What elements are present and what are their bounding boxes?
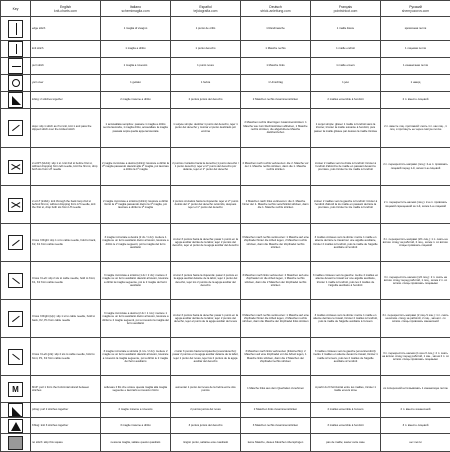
table-cell: 1 изнаночная петля bbox=[381, 58, 450, 75]
column-site: pointstricot.com bbox=[312, 9, 379, 13]
table-cell: 2 Maschen rechts zusammenstricken bbox=[241, 92, 311, 109]
table-cell: 3 п. перекрестить налево (1/2 лиц.): 2 п. снять на вспом. спицу перед работой, 1 лиц., затем 2 п. со вспом. спицы провязать лицевыми bbox=[381, 262, 450, 300]
key-cell bbox=[1, 224, 31, 262]
column-language: Русский bbox=[382, 5, 449, 9]
key-cell bbox=[1, 186, 31, 224]
table-row bbox=[1, 109, 450, 148]
table-cell: 1 maille lisière bbox=[311, 17, 381, 41]
table-cell: 2-st LT (k1/k1): knit through the back loop 2nd st behind first st, without dropping from LH needle, knit the first st, drop both sts from LH needle bbox=[31, 186, 101, 224]
key-cell bbox=[1, 262, 31, 300]
table-cell: 3 mailles croisées vers la droite: mettre 1 maille en attente derrière le travail, tricoter 2 mailles à l'endroit, puis la maille de l'aiguille auxiliaire à l'envers bbox=[311, 300, 381, 338]
table-cell: нет петли bbox=[381, 434, 450, 452]
table-cell: skpo: slip 1 stitch as if to knit, knit 1 and pass the slipped stitch over the knitted stitch bbox=[31, 109, 101, 148]
table-cell: 1 punto de orillo bbox=[171, 17, 241, 41]
table-cell: 2 maglie incrociate a sinistra (k1/k1): lavorare a diritto ritorto la 2ª maglia passando dietro la 1ª maglia, poi lavorare a diritto la 1ª maglia bbox=[101, 186, 171, 224]
table-row bbox=[1, 403, 450, 418]
column-language: Français bbox=[312, 5, 379, 9]
table-cell: cruzar 3 puntos hacia la derecha: pasar 1 punto en la aguja auxiliar detrás de la labor, tejer 2 puntos del derecho, tejer el punto de la aguja auxiliar del revés bbox=[171, 300, 241, 338]
table-cell: cruzar 3 puntos hacia la izquierda (revés/derecho): pasar 2 puntos en la aguja auxiliar delante de la labor, tejer 1 punto del revés, tejer los 2 puntos de la aguja auxiliar del derecho bbox=[171, 338, 241, 376]
table-cell: 3 Maschen rechts zusammenstricken bbox=[241, 418, 311, 434]
table-cell: 3 п. перекрестить направо (2/1 лиц.): 1 п. снять на вспом. спицу за работой, 2 лиц., затем п. со вспом. спицы провязать лицевой bbox=[381, 224, 450, 262]
column-language: English bbox=[32, 5, 99, 9]
table-cell: Cross 3 Left (p/k): slip 2 sts to cable needle, hold to front, P1, K2 from cable needle bbox=[31, 338, 101, 376]
table-cell: 3 Maschen nach links verkreuzen (links/rechts): 2 Maschen auf eine Zopfnadel vor die Arbeit legen, 1 Masche links stricken, dann die 2 Maschen der Zopfnadel rechts stricken bbox=[241, 338, 311, 376]
table-cell: 3 mailles croisées vers la gauche (envers/endroit): mettre 2 mailles en attente devant le travail, tricoter 1 maille à l'envers, puis les 2 mailles de l'aiguille auxiliaire à l'endroit bbox=[311, 338, 381, 376]
table-cell: 1 maglia a diritto bbox=[101, 41, 171, 58]
table-cell: 1 maille endroit bbox=[311, 41, 381, 58]
column-site: schemimaglia.com bbox=[102, 9, 169, 13]
purl-stitch-icon bbox=[8, 58, 23, 74]
table-cell: Cross 3 Left: slip 2 sts to cable needle, hold to front, K1, K2 from cable needle bbox=[31, 262, 101, 300]
table-cell: M1P: purl 1 from the horizontal strand between stitches bbox=[31, 376, 101, 403]
table-cell: yarn over bbox=[31, 75, 101, 92]
table-cell: 1 gettato bbox=[101, 75, 171, 92]
skpo-icon bbox=[8, 120, 23, 136]
table-cell: 3 п. перекрестить налево (1 изн./2 лиц.): 2 п. снять на вспом. спицу перед работой, 1 изн., затем 2 п. со вспом. спицы провязать лицевыми bbox=[381, 338, 450, 376]
table-cell: 1 punto derecho bbox=[171, 41, 241, 58]
table-cell: 1 Randmasche bbox=[241, 17, 311, 41]
table-row bbox=[1, 434, 450, 452]
key-cell bbox=[1, 75, 31, 92]
table-cell: cruzar 3 puntos hacia la derecha: pasar 1 punto en la aguja auxiliar detrás de la labor, tejer 2 puntos del derecho, tejer el punto de la aguja auxiliar del derecho bbox=[171, 224, 241, 262]
table-cell: no stitch: skip this square bbox=[31, 434, 101, 452]
key-cell bbox=[1, 434, 31, 452]
table-cell: Cross 3 Right (k/p): slip 1 st to cable needle, hold to back, K2, P1 from cable needle bbox=[31, 300, 101, 338]
table-cell: 2 п. вместе лицевой bbox=[381, 92, 450, 109]
table-cell: 2 puntos cruzados hacia la izquierda: tejer el 2° punto detrás del 1° punto del derecho retorcido, después tejer el 1° punto del derecho bbox=[171, 186, 241, 224]
header-row bbox=[1, 1, 450, 17]
knit-stitch-icon bbox=[8, 41, 23, 57]
table-cell: кромочная петля bbox=[381, 17, 450, 41]
key-cell bbox=[1, 148, 31, 186]
cable-3-left-purl-icon bbox=[8, 349, 23, 365]
table-cell: 2 Maschen rechts überzogen zusammenstricken: 1 Masche wie zum Rechtsstricken abheben, 1 Masche rechts stricken, die abgehobene Masche darüberziehen bbox=[241, 109, 311, 148]
table-row bbox=[1, 92, 450, 109]
table-cell: 3 maglie incrociate a sinistra (1 dx / 2 dx): mettere 2 maglie su un ferro ausiliario davanti al lavoro, lavorare a diritto la maglia seguente, poi le 2 maglie del ferro ausiliario bbox=[101, 262, 171, 300]
table-cell: 1 hebra bbox=[171, 75, 241, 92]
table-cell: 3 maglie insieme a diritto bbox=[101, 418, 171, 434]
no-stitch-icon bbox=[8, 436, 23, 450]
table-row bbox=[1, 376, 450, 403]
table-cell: 2 п. перекрестить направо (лиц.): 2-ю п. провязать лицевой перед 1-й, затем 1-ю лицевой bbox=[381, 148, 450, 186]
table-cell: 1 лицевая петля bbox=[381, 41, 450, 58]
table-cell: p2tog: purl 2 stitches together bbox=[31, 403, 101, 418]
key-cell bbox=[1, 300, 31, 338]
table-cell: 3 mailles ensemble à l'endroit bbox=[311, 418, 381, 434]
table-cell: knit stitch bbox=[31, 41, 101, 58]
table-row bbox=[1, 300, 450, 338]
column-language: Español bbox=[172, 5, 239, 9]
cross-right-icon bbox=[8, 160, 23, 174]
key-cell bbox=[1, 17, 31, 41]
column-header bbox=[31, 1, 101, 17]
table-row bbox=[1, 224, 450, 262]
key-cell bbox=[1, 92, 31, 109]
table-cell: 1 maglia di vivagno bbox=[101, 17, 171, 41]
table-cell: 2 maglie insieme a diritto bbox=[101, 92, 171, 109]
column-header bbox=[381, 1, 450, 17]
table-cell: 1 punto revés bbox=[171, 58, 241, 75]
key-cell bbox=[1, 418, 31, 434]
table-cell: 2 puntos cruzados hacia la derecha (1 punto derecho / 1 punto derecho): tejer el 2° punto del derecho por delante, tejer el 1° punto del derecho bbox=[171, 148, 241, 186]
k2tog-icon bbox=[8, 92, 23, 108]
table-cell: keine Masche, dieses Kästchen überspringen bbox=[241, 434, 311, 452]
table-cell: 3 mailles croisées vers la droite: mettre 1 maille en attente derrière le travail sur une aiguille auxiliaire, tricoter 2 mailles à l'endroit, puis la maille de l'aiguille auxiliaire à l'endroit bbox=[311, 224, 381, 262]
table-cell: 2 maglie insieme a rovescio bbox=[101, 403, 171, 418]
table-row bbox=[1, 148, 450, 186]
table-cell: croiser 2 mailles vers la gauche à l'endroit: tricoter à l'endroit d'abord la 2e maille en passant derrière la première, puis tricoter la 1re maille à l'endroit bbox=[311, 186, 381, 224]
table-body bbox=[1, 17, 450, 452]
table-cell: 3 Maschen nach rechts verkreuzen: 1 Masche auf eine Zopfnadel hinter die Arbeit legen, 2 Maschen rechts stricken, dann die Masche der Zopfnadel links stricken bbox=[241, 300, 311, 338]
table-cell: nessuna maglia, saltare questo quadrato bbox=[101, 434, 171, 452]
key-cell bbox=[1, 376, 31, 403]
column-header bbox=[101, 1, 171, 17]
key-cell bbox=[1, 338, 31, 376]
table-cell: 3 maglie incrociate a sinistra (1 rov / 2 dx): mettere 2 maglie su un ferro ausiliario davanti al lavoro, lavorare a rovescio la maglia seguente, poi a diritto le 2 maglie del ferro ausiliario bbox=[101, 338, 171, 376]
table-cell: croiser 2 mailles vers la droite à l'endroit: tricoter à l'endroit d'abord la 2e maille en passant devant la première, puis tricoter la 1re maille à l'endroit bbox=[311, 148, 381, 186]
table-cell: 2 mailles ensemble à l'endroit bbox=[311, 92, 381, 109]
column-header bbox=[171, 1, 241, 17]
table-row bbox=[1, 58, 450, 75]
cross-left-icon bbox=[8, 198, 23, 212]
cable-3-left-icon bbox=[8, 273, 23, 288]
table-row bbox=[1, 41, 450, 58]
table-cell: 2 Maschen nach links verkreuzen: die 2. Masche hinter der 1. Masche rechts verschränkt stricken, dann die 1. Masche rechts stricken bbox=[241, 186, 311, 224]
key-cell bbox=[1, 58, 31, 75]
key-cell bbox=[1, 41, 31, 58]
table-cell: 2 Maschen links zusammenstricken bbox=[241, 403, 311, 418]
table-cell: 1 Masche links bbox=[241, 58, 311, 75]
p2tog-icon bbox=[8, 403, 23, 417]
table-cell: pas de maille; sauter cette case bbox=[311, 434, 381, 452]
table-cell: 2 п. вместе лиц. протяжкой: снять 1 п. как лиц., 1 лиц. и протянуть ее через снятую петлю bbox=[381, 109, 450, 148]
table-cell: 3 Maschen nach rechts verkreuzen: 1 Masche auf eine Zopfnadel hinter die Arbeit legen, 2 Maschen rechts stricken, dann die Masche der Zopfnadel rechts stricken bbox=[241, 224, 311, 262]
table-cell: Cross 3 Right: slip 1 st to cable needle, hold to back, K2, K1 from cable needle bbox=[31, 224, 101, 262]
table-cell: 3 maglie incrociate a destra (2 dx / 1 dx): mettere 1 maglia su un ferro ausiliario dietro al lavoro, lavorare a diritto le 2 maglie seguenti, poi la maglia del ferro ausiliario bbox=[101, 224, 171, 262]
column-language: Deutsch bbox=[242, 5, 309, 9]
table-cell: 3 maglie incrociate a destra (2 dx / 1 rov): mettere 1 maglia su un ferro ausiliario dietro al lavoro, lavorare a diritto le 2 maglie seguenti, poi a rovescio la maglia del ferro ausiliario bbox=[101, 300, 171, 338]
table-cell: K3tog: knit 3 stitches together bbox=[31, 418, 101, 434]
column-header bbox=[241, 1, 311, 17]
yarn-over-icon bbox=[8, 75, 23, 91]
cable-3-right-purl-icon bbox=[8, 311, 23, 327]
table-cell: 3 п. перекрестить направо (2 лиц./1 изн.): 1 п. снять на вспом. спицу за работой, 2 лиц., затем п. со вспом. спицы провязать изнаночной bbox=[381, 300, 450, 338]
table-cell: 2 maglie incrociate a destra (k1/k1): lavorare a diritto la 2ª maglia passando davanti alla 1ª maglia, poi lavorare a diritto la 1ª maglia bbox=[101, 148, 171, 186]
column-header bbox=[311, 1, 381, 17]
edge-stitch-icon bbox=[8, 20, 23, 38]
table-cell: 1 maille envers bbox=[311, 58, 381, 75]
table-cell: 3 п. вместе лицевой bbox=[381, 418, 450, 434]
table-cell: 2-st RT (k1/k1): slip 1 st. knit 2nd st before first st, without dropping from left needle, knit the first st, drop both sts from LH needle bbox=[31, 148, 101, 186]
table-cell: 1 maglia a rovescio bbox=[101, 58, 171, 75]
table-cell: 2 mailles ensemble à l'envers bbox=[311, 403, 381, 418]
table-cell: k2tog: 2 stitches together bbox=[31, 92, 101, 109]
column-language: Key bbox=[2, 7, 29, 11]
column-site: shemyuzorov.com bbox=[382, 9, 449, 13]
table-cell: 1 surjet simple: glisser 1 maille à l'endroit sans la tricoter, tricoter la maille suivante à l'endroit, puis passer la maille glissée par dessus la maille tricotée bbox=[311, 109, 381, 148]
k3tog-icon bbox=[8, 419, 23, 433]
table-cell: 1 accavallata semplice: passare 1 maglia a diritto senza lavorarla, 1 maglia dritto, accavallare la maglia passata sopra quella appena lavorata bbox=[101, 109, 171, 148]
column-header bbox=[1, 1, 31, 17]
table-cell: 3 puntos juntos del derecho bbox=[171, 418, 241, 434]
column-site: knit-charts.com bbox=[32, 9, 99, 13]
table-cell: A partir du fil horizontal entre les mailles, tricoter 1 maille envers torse bbox=[311, 376, 381, 403]
table-row bbox=[1, 338, 450, 376]
key-cell bbox=[1, 109, 31, 148]
table-cell: ningún punto, saltarse este cuadrado bbox=[171, 434, 241, 452]
table-cell: 1 накид bbox=[381, 75, 450, 92]
table-cell: 1 Masche rechts bbox=[241, 41, 311, 58]
table-row bbox=[1, 418, 450, 434]
table-cell: aumentar 1 punto del revés de la hebra entre dos puntos bbox=[171, 376, 241, 403]
table-cell: 2 Maschen nach rechts verkreuzen: die 2. Masche vor der 1. Masche rechts stricken, dann die 1. Masche rechts stricken bbox=[241, 148, 311, 186]
column-site: tejidografia.com bbox=[172, 9, 239, 13]
table-cell: 2 п. перекрестить налево (лиц.): 2-ю п. провязать лицевой скрещенной за 1-й, затем 1-ю лицевой bbox=[381, 186, 450, 224]
table-cell: 1 Umschlag bbox=[241, 75, 311, 92]
table-cell: 1 jeté bbox=[311, 75, 381, 92]
table-row bbox=[1, 186, 450, 224]
column-language: Italiano bbox=[102, 5, 169, 9]
table-cell: из поперечной нити вывязать 1 изнаночную петлю bbox=[381, 376, 450, 403]
cable-3-right-icon bbox=[8, 235, 23, 250]
table-cell: edge stitch bbox=[31, 17, 101, 41]
table-cell: 2 п. вместе изнаночной bbox=[381, 403, 450, 418]
table-cell: sollevare il filo che unisce questa maglia alla maglia seguente e lavorarlo a rovescio ritorto bbox=[101, 376, 171, 403]
table-cell: 1 Masche links aus dem Querfaden zunehmen bbox=[241, 376, 311, 403]
table-row bbox=[1, 17, 450, 41]
table-row bbox=[1, 75, 450, 92]
table-cell: purl stitch bbox=[31, 58, 101, 75]
table-cell: 1 surjete simple: deslizar 1 punto del derecho, tejer 1 punto del derecho y montar el punto deslizado por encima bbox=[171, 109, 241, 148]
table-cell: cruzar 3 puntos hacia la izquierda: pasar 2 puntos en la aguja auxiliar delante de la labor, tejer 1 punto del derecho, tejer los 2 puntos de la aguja auxiliar del derecho bbox=[171, 262, 241, 300]
m1p-icon bbox=[8, 382, 23, 397]
column-site: strick-anleitung.com bbox=[242, 9, 309, 13]
table-row bbox=[1, 262, 450, 300]
table-cell: 3 Maschen nach links verkreuzen: 2 Maschen auf eine Zopfnadel vor die Arbeit legen, 1 Masche rechts stricken, dann die 2 Maschen der Zopfnadel rechts stricken bbox=[241, 262, 311, 300]
table-cell: 2 puntos juntos del revés bbox=[171, 403, 241, 418]
table-cell: 3 mailles croisées vers la gauche: mettre 2 mailles en attente devant le travail sur une aiguille auxiliaire, tricoter 1 maille à l'endroit, puis les 2 mailles de l'aiguille auxiliaire à l'endroit bbox=[311, 262, 381, 300]
table-cell: 2 puntos juntos del derecho bbox=[171, 92, 241, 109]
key-cell bbox=[1, 403, 31, 418]
